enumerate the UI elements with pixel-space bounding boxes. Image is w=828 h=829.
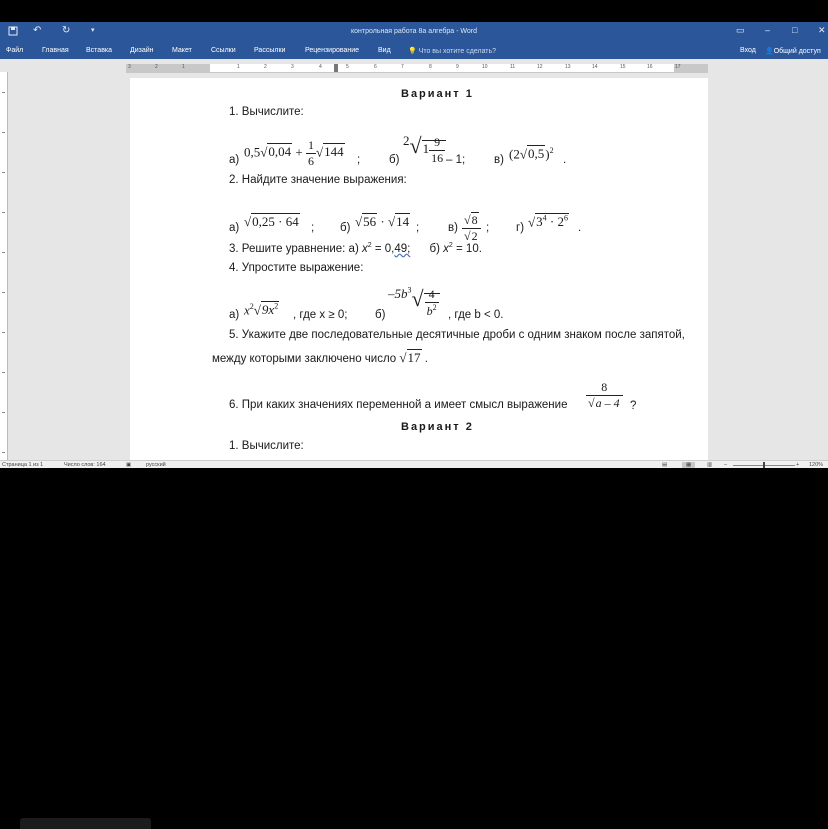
ruler-number: 3 — [128, 64, 131, 70]
close-icon[interactable]: ✕ — [818, 25, 826, 35]
ruler-tick — [2, 292, 5, 293]
expr-radicand: 56 — [363, 214, 377, 229]
power-exponent: 4 — [542, 214, 547, 223]
document-title: контрольная работа 8а алгебра - Word — [351, 28, 477, 35]
expr-radicand: 14 — [396, 214, 410, 229]
task-4-heading: 4. Упростите выражение: — [229, 262, 364, 274]
expr-radicand: 0,5 — [527, 146, 545, 162]
task-4b-label: б) — [375, 309, 386, 321]
variable-x: x — [361, 242, 368, 255]
expr-end: . — [424, 353, 428, 365]
expr-coefficient — [388, 286, 412, 301]
tab-home[interactable]: Главная — [42, 47, 69, 54]
fraction-numerator: 4 — [425, 287, 439, 303]
task-5-expression — [399, 349, 421, 365]
sqrt-icon: √ — [399, 350, 407, 365]
task-1c-expression — [509, 146, 554, 162]
expr-separator: ; — [486, 222, 490, 234]
expr-radicand — [424, 287, 440, 319]
expr-fraction — [462, 213, 481, 244]
ruler-tick — [2, 252, 5, 253]
task-2a-expression — [244, 214, 300, 230]
sqrt-icon: √ — [387, 214, 396, 229]
task-1c-label: в) — [494, 154, 504, 166]
variable-x: x — [443, 242, 449, 255]
variant-2-title — [401, 421, 474, 433]
task-2d-label: г) — [516, 222, 525, 234]
task-2-heading: 2. Найдите значение выражения: — [229, 174, 407, 186]
proofing-icon[interactable]: ▣ — [126, 462, 132, 468]
title-bar — [0, 22, 828, 41]
tab-view[interactable]: Вид — [378, 47, 391, 54]
tab-mailings[interactable]: Рассылки — [254, 47, 286, 54]
redo-icon[interactable]: ↻ — [62, 25, 71, 36]
word-window — [0, 22, 828, 468]
language-indicator[interactable]: русский — [146, 462, 166, 468]
expr-radicand: 0,04 — [268, 144, 292, 160]
sqrt-icon: √ — [464, 213, 471, 227]
status-bar — [0, 460, 828, 468]
ribbon-tabs — [0, 41, 828, 59]
expr-open-paren: (2 — [509, 146, 520, 162]
ruler-number: 8 — [429, 64, 432, 70]
print-layout-icon[interactable]: ▦ — [682, 462, 695, 468]
coefficient-text: –5b — [388, 286, 408, 301]
task-4b-expression — [388, 286, 440, 319]
power-exponent: 2 — [448, 242, 453, 249]
word-count[interactable]: Число слов: 164 — [64, 462, 106, 468]
task-5-line-2 — [212, 350, 428, 366]
task-1b-label: б) — [389, 154, 400, 166]
task-2c-label: в) — [448, 222, 458, 234]
ruler-tick — [2, 212, 5, 213]
task-2b-expression — [355, 214, 410, 230]
indent-marker[interactable] — [334, 64, 338, 72]
ruler-number: 12 — [537, 64, 543, 70]
share-button[interactable] — [765, 47, 821, 55]
tab-insert[interactable]: Вставка — [86, 47, 113, 54]
task-4b-condition: , где b < 0. — [448, 309, 504, 321]
expr-fraction — [429, 135, 445, 166]
fraction-denominator — [586, 396, 623, 411]
task-6: 6. При каких значениях переменной a имеет смысл выражение — [229, 399, 568, 411]
vertical-ruler[interactable] — [0, 72, 8, 462]
variant-1-title-text: Вариант 1 — [401, 88, 474, 100]
tab-references[interactable]: Ссылки — [211, 47, 236, 54]
expr-separator: ; — [416, 222, 420, 234]
ruler-number: 11 — [510, 64, 516, 70]
task-4a-label: а) — [229, 309, 240, 321]
task-2c-expression — [462, 213, 481, 244]
task-5-line-1: 5. Укажите две последовательные десятичные дроби с одним знаком после запятой, — [229, 329, 685, 341]
web-layout-icon[interactable]: ▥ — [707, 462, 713, 468]
ruler-tick — [2, 332, 5, 333]
sqrt-icon: √ — [588, 396, 595, 410]
radicand-text: 9x — [261, 302, 275, 318]
expr-operator: + — [295, 144, 303, 160]
expr-separator: ; — [311, 222, 315, 234]
sqrt-icon: √ — [315, 144, 324, 160]
zoom-out-icon[interactable]: – — [724, 462, 728, 468]
sqrt-icon: √ — [355, 214, 363, 229]
expr-exponent: 2 — [549, 146, 554, 155]
ruler-left-margin — [126, 64, 210, 72]
expr-operator: · — [380, 214, 385, 229]
task-6-expression — [586, 380, 623, 411]
task-2a-label: а) — [229, 222, 240, 234]
tell-me-box[interactable] — [408, 47, 496, 55]
expr-end: . — [563, 154, 567, 166]
expr-radicand: 144 — [324, 144, 344, 160]
ruler-number: 5 — [346, 64, 349, 70]
power-base: 3 — [536, 214, 543, 230]
fraction-denominator: 16 — [431, 150, 444, 165]
power-exponent: 3 — [407, 285, 412, 295]
ruler-number: 14 — [592, 64, 598, 70]
sign-in-link[interactable]: Вход — [740, 47, 756, 54]
denominator-base: b — [426, 304, 433, 319]
power-base: 2 — [557, 214, 564, 230]
fraction-numerator: 8 — [586, 380, 623, 396]
expr-close-paren: ) — [545, 146, 550, 162]
expr-radicand: a – 4 — [595, 396, 620, 410]
ruler-tick — [2, 452, 5, 453]
spell-flagged-value[interactable]: 49; — [394, 242, 411, 255]
expr-separator: ; — [357, 154, 361, 166]
sqrt-icon: √ — [528, 214, 536, 230]
power-exponent: 2 — [367, 242, 372, 249]
maximize-icon[interactable]: □ — [792, 25, 798, 35]
ruler-number: 2 — [155, 64, 158, 70]
task-3 — [229, 242, 482, 255]
power-exponent: 6 — [563, 214, 568, 223]
sqrt-icon: √ — [409, 133, 422, 158]
tab-layout[interactable]: Макет — [172, 47, 192, 54]
ruler-number: 3 — [291, 64, 294, 70]
expr-coefficient: 0,5 — [244, 144, 261, 160]
expr-fraction — [425, 287, 439, 319]
variant-2-task-1: 1. Вычислите: — [229, 440, 304, 452]
fraction-denominator — [425, 303, 439, 319]
equation-rhs: = 0, — [374, 242, 395, 255]
power-exponent: 2 — [249, 302, 254, 311]
task-4a-expression — [244, 302, 279, 318]
ruler-tick — [2, 372, 5, 373]
expr-coefficient: 2 — [403, 133, 410, 148]
sqrt-icon: √ — [253, 302, 261, 318]
expr-end: ? — [630, 400, 637, 412]
taskbar-item[interactable] — [20, 818, 151, 829]
sqrt-icon: √ — [411, 286, 424, 311]
tab-review[interactable]: Рецензирование — [305, 47, 360, 54]
ruler-tick — [2, 92, 5, 93]
sqrt-icon: √ — [244, 214, 252, 229]
zoom-in-icon[interactable]: + — [796, 462, 800, 468]
tab-design[interactable]: Дизайн — [130, 47, 154, 54]
expr-radicand: 2 — [471, 229, 478, 243]
expr-radicand: 8 — [471, 213, 478, 227]
task-4a-condition: , где x ≥ 0; — [293, 309, 348, 321]
page-count[interactable]: Страница 1 из 1 — [2, 462, 44, 468]
ribbon-display-icon[interactable]: ▭ — [736, 25, 745, 35]
task-1a-label: а) — [229, 154, 240, 166]
fraction-numerator: 1 — [307, 138, 314, 152]
share-label: Общий доступ — [773, 48, 821, 55]
sqrt-icon: √ — [464, 229, 471, 243]
person-icon: 👤 — [765, 48, 774, 55]
variable-x: x — [244, 302, 250, 318]
customize-icon[interactable]: ▾ — [91, 27, 95, 34]
mixed-whole: 1 — [422, 141, 430, 156]
expr-radicand — [422, 134, 447, 165]
ruler-number: 9 — [456, 64, 459, 70]
ruler-number: 13 — [565, 64, 571, 70]
variant-2-title-text: Вариант 2 — [401, 421, 474, 433]
equation-rhs: = 10. — [456, 242, 482, 255]
expr-radicand: 0,25 · 64 — [252, 214, 299, 229]
expr-end: . — [578, 222, 582, 234]
undo-icon[interactable]: ↶ — [33, 25, 42, 36]
expr-radicand — [261, 301, 279, 317]
ruler-number: 10 — [482, 64, 488, 70]
task-1-heading: 1. Вычислите: — [229, 106, 304, 118]
lightbulb-icon: 💡 — [408, 48, 417, 55]
ruler-tick — [2, 412, 5, 413]
expr-operator: · — [549, 214, 555, 230]
task-3-lead: 3. Решите уравнение: а) — [229, 242, 359, 255]
expr-fraction — [306, 138, 316, 169]
ruler-number: 16 — [647, 64, 653, 70]
tab-file[interactable]: Файл — [6, 47, 24, 54]
sqrt-icon: √ — [260, 144, 268, 160]
zoom-slider-thumb[interactable] — [763, 462, 765, 468]
ruler-number: 6 — [374, 64, 377, 70]
zoom-level[interactable]: 120% — [809, 462, 824, 468]
ruler-number: 1 — [182, 64, 185, 70]
variant-1-title — [401, 88, 474, 100]
ruler-number: 1 — [237, 64, 240, 70]
expr-radicand: 17 — [407, 350, 421, 365]
fraction-denominator: 6 — [307, 154, 314, 168]
fraction-numerator: 9 — [429, 135, 445, 151]
read-mode-icon[interactable]: ▤ — [662, 462, 668, 468]
ruler-number: 17 — [675, 64, 681, 70]
ruler-number: 15 — [620, 64, 626, 70]
ruler-number: 7 — [401, 64, 404, 70]
task-1b-expression — [403, 133, 446, 166]
power-exponent: 2 — [432, 303, 437, 313]
tell-me-label: Что вы хотите сделать? — [418, 48, 497, 55]
sqrt-icon: √ — [519, 146, 527, 162]
power-exponent: 2 — [274, 302, 279, 311]
ruler-number: 4 — [319, 64, 322, 70]
task-3b-label: б) — [429, 242, 440, 255]
fraction-numerator — [462, 213, 481, 229]
task-1a-expression — [244, 138, 345, 169]
document-page[interactable] — [130, 78, 708, 462]
minimize-icon[interactable]: – — [765, 25, 771, 35]
ruler-tick — [2, 132, 5, 133]
task-2d-expression — [528, 214, 569, 230]
horizontal-ruler[interactable] — [126, 64, 708, 73]
task-2b-label: б) — [340, 222, 351, 234]
ruler-tick — [2, 172, 5, 173]
expr-radicand — [535, 213, 569, 229]
task-5-text: между которыми заключено число — [212, 353, 397, 365]
ruler-number: 2 — [264, 64, 267, 70]
expr-tail: – 1; — [446, 154, 466, 166]
expr-fraction — [586, 380, 623, 411]
